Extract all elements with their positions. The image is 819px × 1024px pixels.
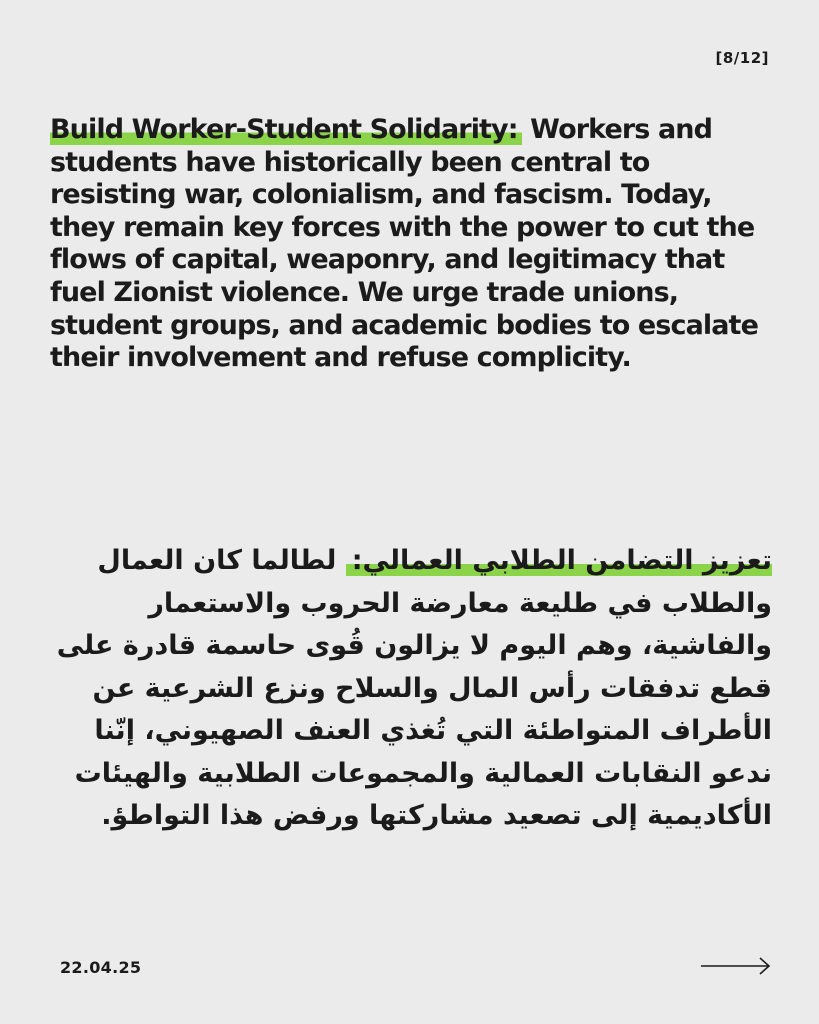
arabic-paragraph	[50, 540, 772, 838]
english-heading-highlight: Build Worker-Student Solidarity:	[50, 114, 522, 145]
page-counter: [8/12]	[715, 49, 769, 67]
arabic-heading-highlight: تعزيز التضامن الطلابي العمالي:	[346, 545, 772, 576]
arrow-right-icon[interactable]	[700, 955, 772, 977]
arabic-body: لطالما كان العمال والطلاب في طليعة معارضة الحروب والاستعمار والفاشية، وهم اليوم لا يزالون قُوى حاسمة قادرة على قطع تدفقات رأس المال والسلاح ونزع الشرعية عن الأطراف المتواطئة التي تُغذي العنف الصهيوني، إنّنا ندعو النقابات العمالية والمجموعات الطلابية والهيئات الأكاديمية إلى تصعيد مشاركتها ورفض هذا التواطؤ.	[56, 545, 772, 831]
english-body: Workers and students have historically been central to resisting war, colonialism, and fascism. Today, they remain key forces with the power to cut the flows of capital, weaponry, and legitimacy that fuel Zionist violence. We urge trade unions, student groups, and academic bodies to escalate their involvement and refuse complicity.	[50, 114, 758, 374]
english-paragraph	[50, 114, 775, 375]
post-date: 22.04.25	[60, 958, 142, 977]
